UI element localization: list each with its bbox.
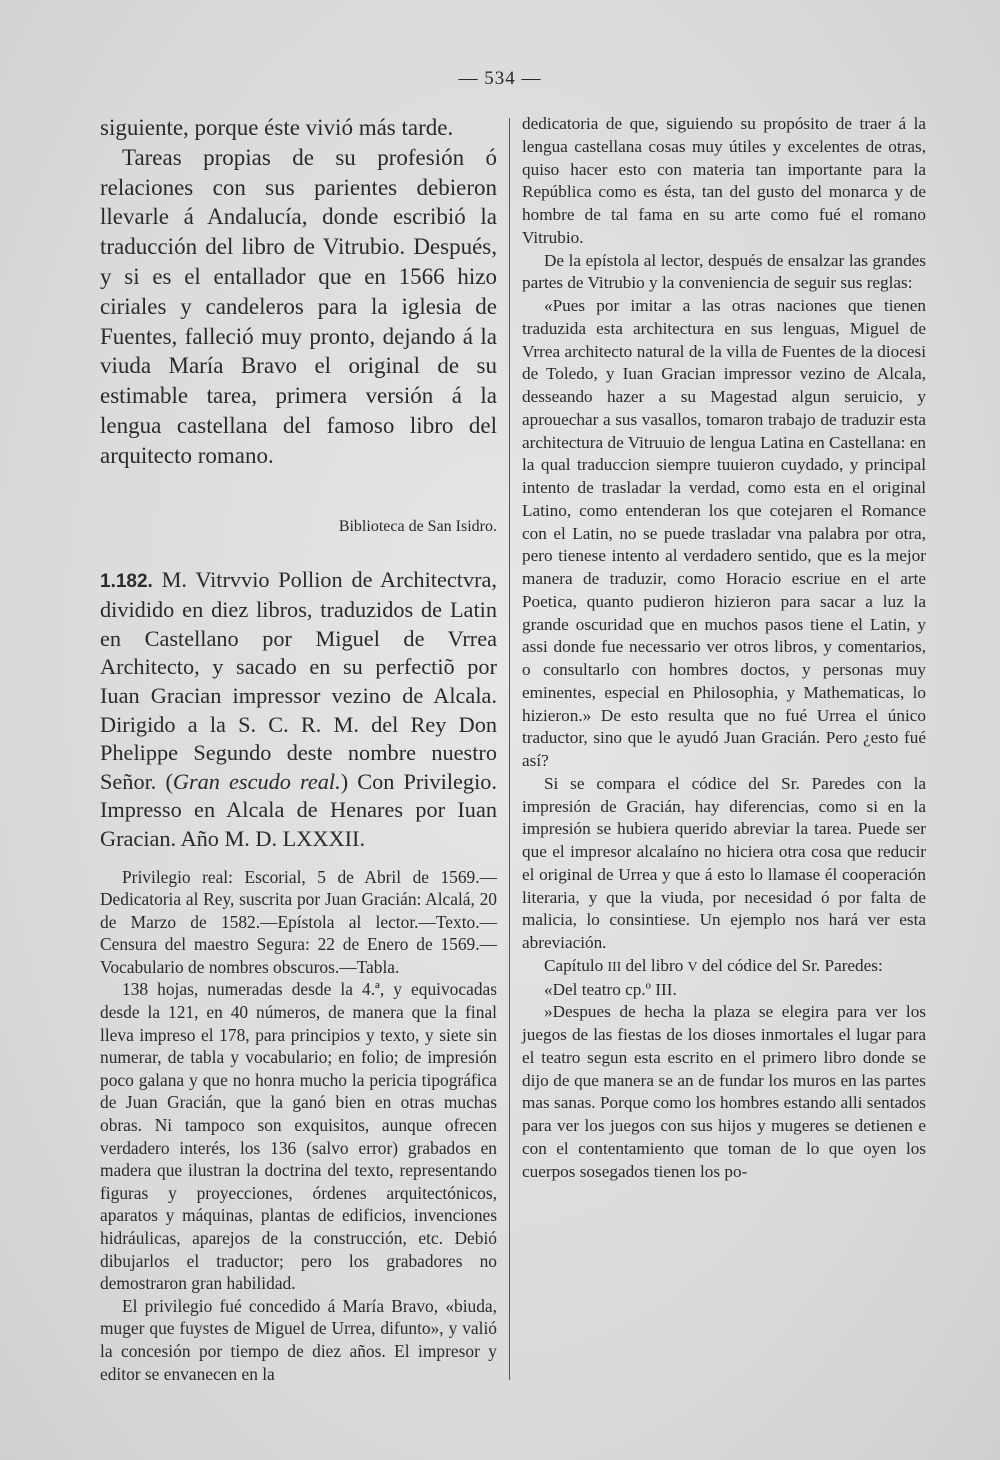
entry-title-italic: Gran escudo real. — [172, 768, 341, 794]
paragraph-dedicatoria: dedicatoria de que, siguiendo su propósito de traer á la lengua castellana cosas muy útiles y excelentes de otras, quiso hacer esto con materia tan importante para la República como es ésta, tan del gusto del monarca y de hombre de tal fama en su arte como fué el romano Vitrubio. — [522, 114, 926, 247]
right-column — [522, 113, 926, 1183]
paragraph-continuation: siguiente, porque éste vivió más tarde. — [100, 115, 454, 140]
quotation-teatro: »Despues de hecha la plaza se elegira para ver los juegos de las fiestas de los dioses inmortales el lugar para el teatro segun esta escrito en el primero libro donde se dijo de que manera se an de fundar los muros en las partes mas sanas. Porque como los hombres estando alli sentados para ver los juegos con sus hijos y mugeres se detienen e con el contentamiento que toman de lo que oyen los cuerpos sosegados tienen los po- — [522, 1002, 926, 1181]
spacer — [100, 854, 497, 866]
paragraph-epistola-intro: De la epístola al lector, después de ensalzar las grandes partes de Vitrubio y la conveniencia de seguir sus reglas: — [522, 250, 926, 293]
page-number: — 534 — — [458, 68, 542, 89]
chapter-roman: III — [607, 958, 622, 974]
bibliographic-entry — [100, 566, 497, 854]
chapter-ref-c: del códice del Sr. Paredes: — [697, 955, 883, 975]
column-divider — [509, 118, 510, 1380]
book-roman: V — [687, 958, 698, 974]
paragraph-chapter-ref — [522, 955, 926, 979]
library-location: Biblioteca de San Isidro. — [338, 517, 497, 535]
paragraph-comparison: Si se compara el códice del Sr. Paredes con la impresión de Gracián, hay diferencias, como si en la impresión se hubiera querido abreviar la tarea. Puede ser que el impresor alcalaíno no hiciera otra cosa que reducir el original de Urrea y que á esto lo llamase él cooperación literaria, y que la viuda, por necesidad ó por falta de malicia, lo consintiese. Un ejemplo nos hará ver esta abreviación. — [522, 773, 926, 952]
note-privilege: El privilegio fué concedido á María Bravo, «biuda, muger que fuystes de Miguel de Urrea, difunto», y valió la concesión por tiempo de diez años. El impresor y editor se envanecen en la — [100, 1295, 497, 1384]
paragraph-urrea-biography: Tareas propias de su profesión ó relaciones con sus parientes debieron llevarle á Andalucía, donde escribió la traducción del libro de Vitrubio. Después, y si es el entallador que en 1566 hizo ciriales y candeleros para la iglesia de Fuentes, falleció muy pronto, dejando á la viuda María Bravo el original de su estimable tarea, primera versión á la lengua castellana del famoso libro del arquitecto romano. — [100, 144, 497, 468]
note-description: 138 hojas, numeradas desde la 4.ª, y equivocadas desde la 121, en 40 números, de manera que la final lleva impreso el 178, para principios y texto, y siete sin numerar, de tabla y vocabulario; en folio; de impresión poco galana y que no honra mucho la pericia tipográfica de Juan Gracián, que la ganó bien en otras muchas obras. Ni tampoco son exquisitos, aunque ofrecen verdadero interés, los 136 (salvo error) grabados en madera que ilustran la doctrina del texto, representando figuras y proyecciones, órdenes arquitectónicos, aparatos y máquinas, plantas de edificios, invenciones hidráulicas, aparejos de la construcción, etc. Debió dibujarlos el traductor; pero los grabadores no demostraron gran habilidad. — [100, 979, 497, 1294]
entry-title-a: M. Vitrvvio Pollion de Architectvra, dividido en diez libros, traduzidos de Latin en Castellano por Miguel de Vrrea Architecto, y sacado en su perfectiõ por Iuan Gracian impressor vezino de Alcala. Dirigido a la S. C. R. M. del Rey Don Phelippe Segundo deste nombre nuestro Señor. ( — [100, 566, 498, 794]
left-column — [100, 113, 497, 1385]
entry-number: 1.182. — [100, 570, 153, 592]
entry-title-b: ) Con Privilegio. Impresso en Alcala de Henares por Iuan Gracian. Año M. D. LXXXII. — [100, 768, 497, 851]
quotation-epistola: «Pues por imitar a las otras naciones que tienen traduzida esta architectura en sus lenguas, Miguel de Vrrea architecto natural de la villa de Fuentes de la diocesi de Toledo, y Iuan Gracian impressor vezino de Alcala, desseando hazer a su Magestad algun seruicio, y aprouechar a sus vasallos, tomaron trabajo de traduzir esta architectura de Vitruuio de lengua Latina en Castellana: en la qual traduccion siempre tuuieron cuydado, y principal intento de trasladar la verdad, como esta en el original Latino, como entenderan los que cotejaren el Romance con el Latin, no se puede trasladar vna palabra por otra, pero tienese intento al verdadero sentido, que es la mejor manera de traduzir, como Horacio escriue en el arte Poetica, quanto pudieron hizieron para sacar a luz la grande oscuridad que en muchos pasos tiene el Latin, y assi donde fue necessario ver otros libros, y comentarios, o consultarlo con hombres doctos, y personas muy eminentes, especial en Philosophia, y Mathematicas, lo hizieron.» De esto resulta que no fué Urrea el único traductor, sino que le ayudó Juan Gracián. Pero ¿esto fué así? — [522, 296, 926, 770]
note-contents: Privilegio real: Escorial, 5 de Abril de 1569.—Dedicatoria al Rey, suscrita por Juan Gracián: Alcalá, 20 de Marzo de 1582.—Epístola al lector.—Texto.—Censura del maestro Segura: 22 de Enero de 1569.—Vocabulario de nombres obscuros.—Tabla. — [100, 866, 497, 977]
quotation-heading: «Del teatro cp.º III. — [544, 979, 677, 999]
chapter-ref-b: del libro — [621, 955, 688, 975]
chapter-ref-a: Capítulo — [544, 955, 608, 975]
